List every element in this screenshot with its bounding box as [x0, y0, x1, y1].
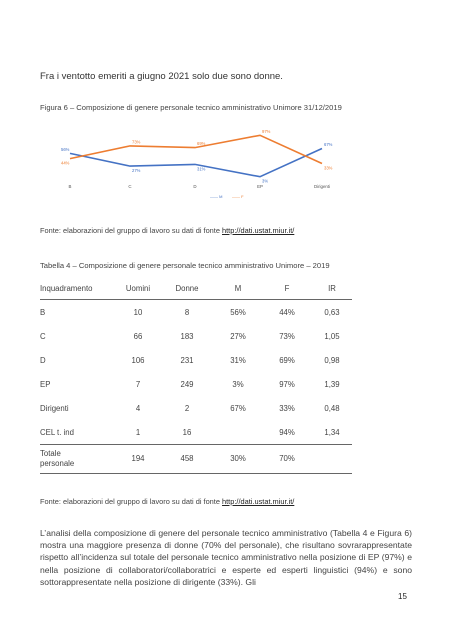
- cell-f: 97%: [279, 379, 295, 389]
- figure-source: [40, 226, 294, 235]
- table-row: [40, 420, 352, 445]
- cell-inquadramento: EP: [40, 379, 51, 389]
- table-row: [40, 372, 352, 396]
- cell-total-label: [40, 445, 116, 474]
- table-row: [40, 396, 352, 420]
- gender-table: [40, 278, 352, 474]
- header-ir: IR: [328, 284, 336, 293]
- data-label-f: 33%: [324, 165, 333, 171]
- header-uomini: Uomini: [125, 284, 151, 293]
- page-number: 15: [398, 592, 407, 601]
- cell-inquadramento: C: [40, 331, 46, 341]
- table-row: [40, 348, 352, 372]
- cell-uomini: 106: [131, 355, 145, 365]
- cell-donne: 231: [180, 355, 194, 365]
- table-row: [40, 300, 352, 325]
- total-label-line1: Totale: [40, 449, 61, 458]
- cell-uomini: 66: [133, 331, 143, 341]
- cell-ir: 1,39: [324, 379, 340, 389]
- x-tick-label: B: [68, 184, 72, 189]
- gender-line-chart: [60, 128, 390, 202]
- header-inquadramento: Inquadramento: [40, 284, 93, 293]
- cell-uomini: 7: [135, 379, 141, 389]
- cell-total-uomini: 194: [116, 445, 160, 474]
- header-donne: Donne: [175, 284, 199, 293]
- cell-donne: 8: [184, 307, 190, 317]
- data-label-m: 31%: [197, 166, 206, 172]
- data-label-f: 69%: [197, 141, 206, 147]
- table-source-link[interactable]: http://dati.ustat.miur.it/: [222, 497, 295, 506]
- cell-m: 31%: [230, 355, 246, 365]
- cell-donne: 183: [180, 331, 194, 341]
- cell-ir: 0,48: [324, 403, 340, 413]
- cell-f: 69%: [279, 355, 295, 365]
- figure-caption: Figura 6 – Composizione di genere personale tecnico amministrativo Unimore 31/12/2019: [40, 103, 342, 112]
- table-source-text: Fonte: elaborazioni del gruppo di lavoro su dati di fonte: [40, 497, 223, 506]
- cell-ir: 0,98: [324, 355, 340, 365]
- table-row: [40, 324, 352, 348]
- series-line-m: [70, 149, 322, 177]
- series-line-f: [70, 135, 322, 163]
- data-label-f: 73%: [132, 139, 141, 145]
- data-label-m: 27%: [132, 168, 141, 174]
- data-label-f: 97%: [262, 128, 271, 134]
- intro-paragraph: Fra i ventotto emeriti a giugno 2021 solo due sono donne.: [40, 71, 283, 82]
- cell-uomini: 10: [133, 307, 143, 317]
- cell-m: 56%: [230, 307, 246, 317]
- cell-inquadramento: D: [40, 355, 46, 365]
- analysis-paragraph: L’analisi della composizione di genere del personale tecnico amministrativo (Tabella 4 e Figura 6) mostra una maggiore presenza di donne (70% del personale), che risultano sovrarappresentate rispetto all’incidenza sul totale del personale tecnico amministrativo nella posizione di EP (97%) e nella posizione di collaboratori/collaboratrici e esperte ed esperti linguistici (94%) e sono sottorappresentate nella posizione di dirigente (33%). Gli: [40, 528, 412, 587]
- cell-f: 73%: [279, 331, 295, 341]
- data-label-m: 56%: [61, 146, 70, 152]
- cell-f: 94%: [279, 427, 295, 437]
- cell-donne: 2: [184, 403, 190, 413]
- table-header-row: [40, 278, 352, 300]
- figure-source-text: Fonte: elaborazioni del gruppo di lavoro su dati di fonte: [40, 226, 223, 235]
- cell-total-m: 30%: [214, 445, 262, 474]
- cell-uomini: 4: [135, 403, 141, 413]
- cell-f: 33%: [279, 403, 295, 413]
- header-f: F: [284, 284, 290, 293]
- cell-inquadramento: B: [40, 307, 46, 317]
- legend-item-m: —— M: [210, 194, 223, 199]
- x-tick-label: EP: [257, 184, 263, 189]
- data-label-m: 67%: [324, 142, 333, 147]
- cell-m: 27%: [230, 331, 246, 341]
- cell-total-ir: [312, 445, 352, 474]
- legend-item-f: —— F: [232, 194, 244, 199]
- cell-donne: 249: [180, 379, 194, 389]
- figure-source-link[interactable]: http://dati.ustat.miur.it/: [222, 226, 295, 235]
- cell-ir: 0,63: [324, 307, 340, 317]
- cell-donne: 16: [182, 427, 192, 437]
- cell-total-f: 70%: [262, 445, 312, 474]
- cell-total-donne: 458: [160, 445, 214, 474]
- x-tick-label: C: [128, 184, 132, 189]
- cell-inquadramento: CEL t. ind: [40, 427, 74, 437]
- cell-ir: 1,34: [324, 427, 340, 437]
- data-label-m: 3%: [262, 178, 269, 184]
- data-label-f: 44%: [61, 160, 70, 166]
- x-tick-label: Dirigenti: [313, 184, 331, 189]
- cell-inquadramento: Dirigenti: [40, 403, 69, 413]
- table-source: [40, 497, 294, 506]
- cell-m: [214, 420, 262, 445]
- header-m: M: [234, 284, 242, 293]
- cell-m: 3%: [232, 379, 244, 389]
- cell-f: 44%: [279, 307, 295, 317]
- x-tick-label: D: [193, 184, 197, 189]
- cell-ir: 1,05: [324, 331, 340, 341]
- cell-uomini: 1: [135, 427, 141, 437]
- table-total-row: [40, 445, 352, 474]
- table-caption: Tabella 4 – Composizione di genere personale tecnico amministrativo Unimore – 2019: [40, 261, 330, 270]
- total-label-line2: personale: [40, 459, 75, 468]
- cell-m: 67%: [230, 403, 246, 413]
